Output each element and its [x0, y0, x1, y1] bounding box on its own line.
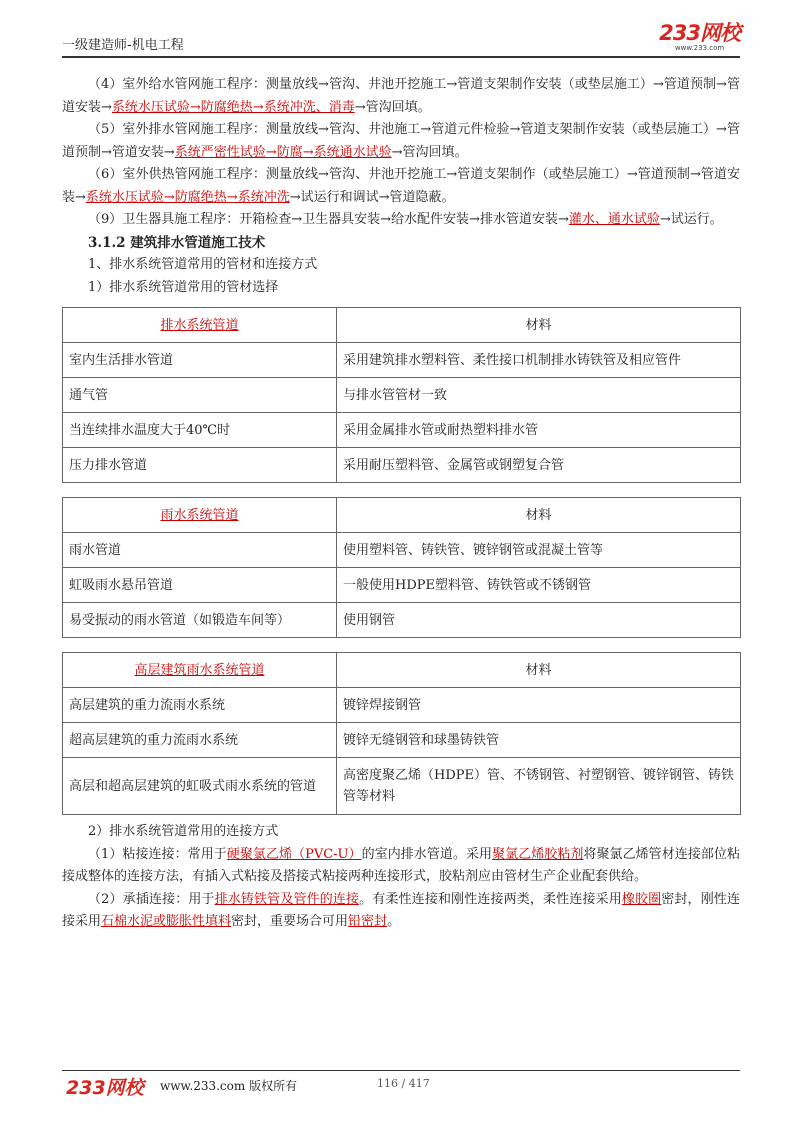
text-span: 的室内排水管道。采用 — [361, 846, 493, 862]
table-row — [63, 603, 741, 638]
text-span: 密封，重要场合可用 — [231, 914, 349, 929]
text-span: 将聚氯乙烯管材连接部位粘接成整体的连接方法，有插入式粘接及搭接式粘接两种连接形式，胶粘剂应由管材生产企业配套供给。 — [62, 846, 740, 884]
table-row — [63, 568, 741, 603]
column-header-category: 雨水系统管道 — [160, 507, 239, 523]
table-row — [63, 343, 741, 378]
table-row — [63, 723, 741, 758]
pipe-type-cell: 雨水管道 — [63, 533, 337, 568]
document-title: 一级建造师-机电工程 — [62, 38, 184, 53]
text-span: 密封，刚性连接采用 — [62, 891, 740, 929]
material-cell: 与排水管管材一致 — [337, 378, 741, 413]
table-header-row — [63, 653, 741, 688]
footer-logo[interactable]: 233网校 — [66, 1077, 144, 1099]
column-header-category: 排水系统管道 — [160, 317, 239, 333]
highlight-text: 聚氯乙烯胶粘剂 — [492, 846, 584, 862]
section-heading: 3.1.2 建筑排水管道施工技术 — [88, 234, 266, 251]
table-row — [63, 448, 741, 483]
table-row — [63, 413, 741, 448]
column-header-material: 材料 — [337, 653, 741, 688]
highlight-text: 橡胶圈 — [621, 891, 662, 907]
highlight-text: 灌水、通水试验 — [568, 212, 660, 227]
material-cell: 采用金属排水管或耐热塑料排水管 — [337, 413, 741, 448]
material-table — [62, 497, 741, 638]
paragraph — [62, 164, 740, 209]
page-number: 116 / 417 — [377, 1077, 430, 1090]
pipe-type-cell: 压力排水管道 — [63, 448, 337, 483]
footer-copyright: www.233.com 版权所有 — [160, 1079, 298, 1093]
highlight-text: 排水铸铁管及管件的连接 — [214, 891, 360, 907]
material-cell: 使用钢管 — [337, 603, 741, 638]
text-span: （5）室外排水管网施工程序：测量放线→管沟、井池施工→管道元件检验→管道支架制作安装（或垫层施工）→管道预制→管道安装→ — [62, 122, 740, 160]
logo-url: www.233.com — [674, 44, 725, 52]
table-header-row — [63, 498, 741, 533]
pipe-type-cell: 室内生活排水管道 — [63, 343, 337, 378]
pipe-type-cell: 超高层建筑的重力流雨水系统 — [63, 723, 337, 758]
logo-mark: 233网校 — [659, 21, 740, 45]
material-cell: 高密度聚乙烯（HDPE）管、不锈钢管、衬塑钢管、镀锌钢管、铸铁管等材料 — [337, 758, 741, 815]
text-span: →管沟回填。 — [354, 99, 431, 115]
material-table — [62, 307, 741, 483]
column-header-material: 材料 — [337, 308, 741, 343]
material-cell: 使用塑料管、铸铁管、镀锌钢管或混凝土管等 — [337, 533, 741, 568]
connection-paragraphs — [62, 844, 740, 934]
connection-subtitle: 2）排水系统管道常用的连接方式 — [88, 824, 279, 839]
highlight-text: 系统水压试验→防腐绝热→系统冲洗、消毒 — [111, 99, 355, 115]
text-span: （9）卫生器具施工程序：开箱检查→卫生器具安装→给水配件安装→排水管道安装→ — [88, 212, 569, 227]
text-span: （4）室外给水管网施工程序：测量放线→管沟、井池开挖施工→管道支架制作安装（或垫层施工）→管道预制→管道安装→ — [62, 77, 740, 115]
page-footer — [62, 1070, 740, 1101]
column-header-material: 材料 — [337, 498, 741, 533]
paragraph — [62, 119, 740, 164]
highlight-text: 石棉水泥或膨胀性填料 — [101, 914, 232, 929]
pipe-type-cell: 通气管 — [63, 378, 337, 413]
header-cell — [63, 653, 337, 688]
material-cell: 一般使用HDPE塑料管、铸铁管或不锈钢管 — [337, 568, 741, 603]
paragraph — [62, 889, 740, 934]
text-span: （1）粘接连接：常用于 — [88, 846, 227, 862]
page-content — [62, 74, 740, 934]
table-row — [63, 688, 741, 723]
table-spacer — [62, 483, 740, 489]
text-span: →试运行。 — [659, 212, 723, 227]
table-row — [63, 758, 741, 815]
subsection-title: 1、排水系统管道常用的管材和连接方式 — [88, 257, 318, 272]
pipe-type-cell: 高层建筑的重力流雨水系统 — [63, 688, 337, 723]
material-table — [62, 652, 741, 815]
pipe-type-cell: 当连续排水温度大于40℃时 — [63, 413, 337, 448]
pipe-type-cell: 虹吸雨水悬吊管道 — [63, 568, 337, 603]
header-divider — [62, 56, 740, 58]
pipe-type-cell: 易受振动的雨水管道（如锻造车间等） — [63, 603, 337, 638]
pipe-type-cell: 高层和超高层建筑的虹吸式雨水系统的管道 — [63, 758, 337, 815]
highlight-text: 铅密封 — [348, 914, 388, 929]
text-span: →管沟回填。 — [391, 144, 468, 160]
table-row — [63, 378, 741, 413]
text-span: →试运行和调试→管道隐蔽。 — [289, 189, 455, 205]
material-cell: 镀锌焊接钢管 — [337, 688, 741, 723]
paragraph — [62, 209, 740, 232]
column-header-category: 高层建筑雨水系统管道 — [134, 662, 265, 678]
subsection-subtitle: 1）排水系统管道常用的管材选择 — [88, 279, 279, 295]
procedure-paragraphs — [62, 74, 740, 232]
highlight-text: 系统严密性试验→防腐→系统通水试验 — [174, 144, 392, 160]
brand-logo[interactable] — [659, 22, 740, 52]
material-cell: 采用建筑排水塑料管、柔性接口机制排水铸铁管及相应管件 — [337, 343, 741, 378]
header-cell — [63, 498, 337, 533]
material-tables — [62, 307, 740, 815]
highlight-text: 硬聚氯乙烯（PVC-U） — [226, 846, 362, 862]
highlight-text: 系统水压试验→防腐绝热→系统冲洗 — [85, 189, 290, 205]
material-cell: 采用耐压塑料管、金属管或钢塑复合管 — [337, 448, 741, 483]
text-span: （2）承插连接：用于 — [88, 891, 215, 907]
text-span: 。 — [387, 914, 401, 929]
text-span: （6）室外供热管网施工程序：测量放线→管沟、井池开挖施工→管道支架制作（或垫层施工）→管道预制→管道安装→ — [62, 167, 740, 205]
table-row — [63, 533, 741, 568]
text-span: 。有柔性连接和刚性连接两类，柔性连接采用 — [359, 891, 622, 907]
paragraph — [62, 74, 740, 119]
table-spacer — [62, 638, 740, 644]
header-cell — [63, 308, 337, 343]
paragraph — [62, 844, 740, 889]
material-cell: 镀锌无缝钢管和球墨铸铁管 — [337, 723, 741, 758]
table-header-row — [63, 308, 741, 343]
